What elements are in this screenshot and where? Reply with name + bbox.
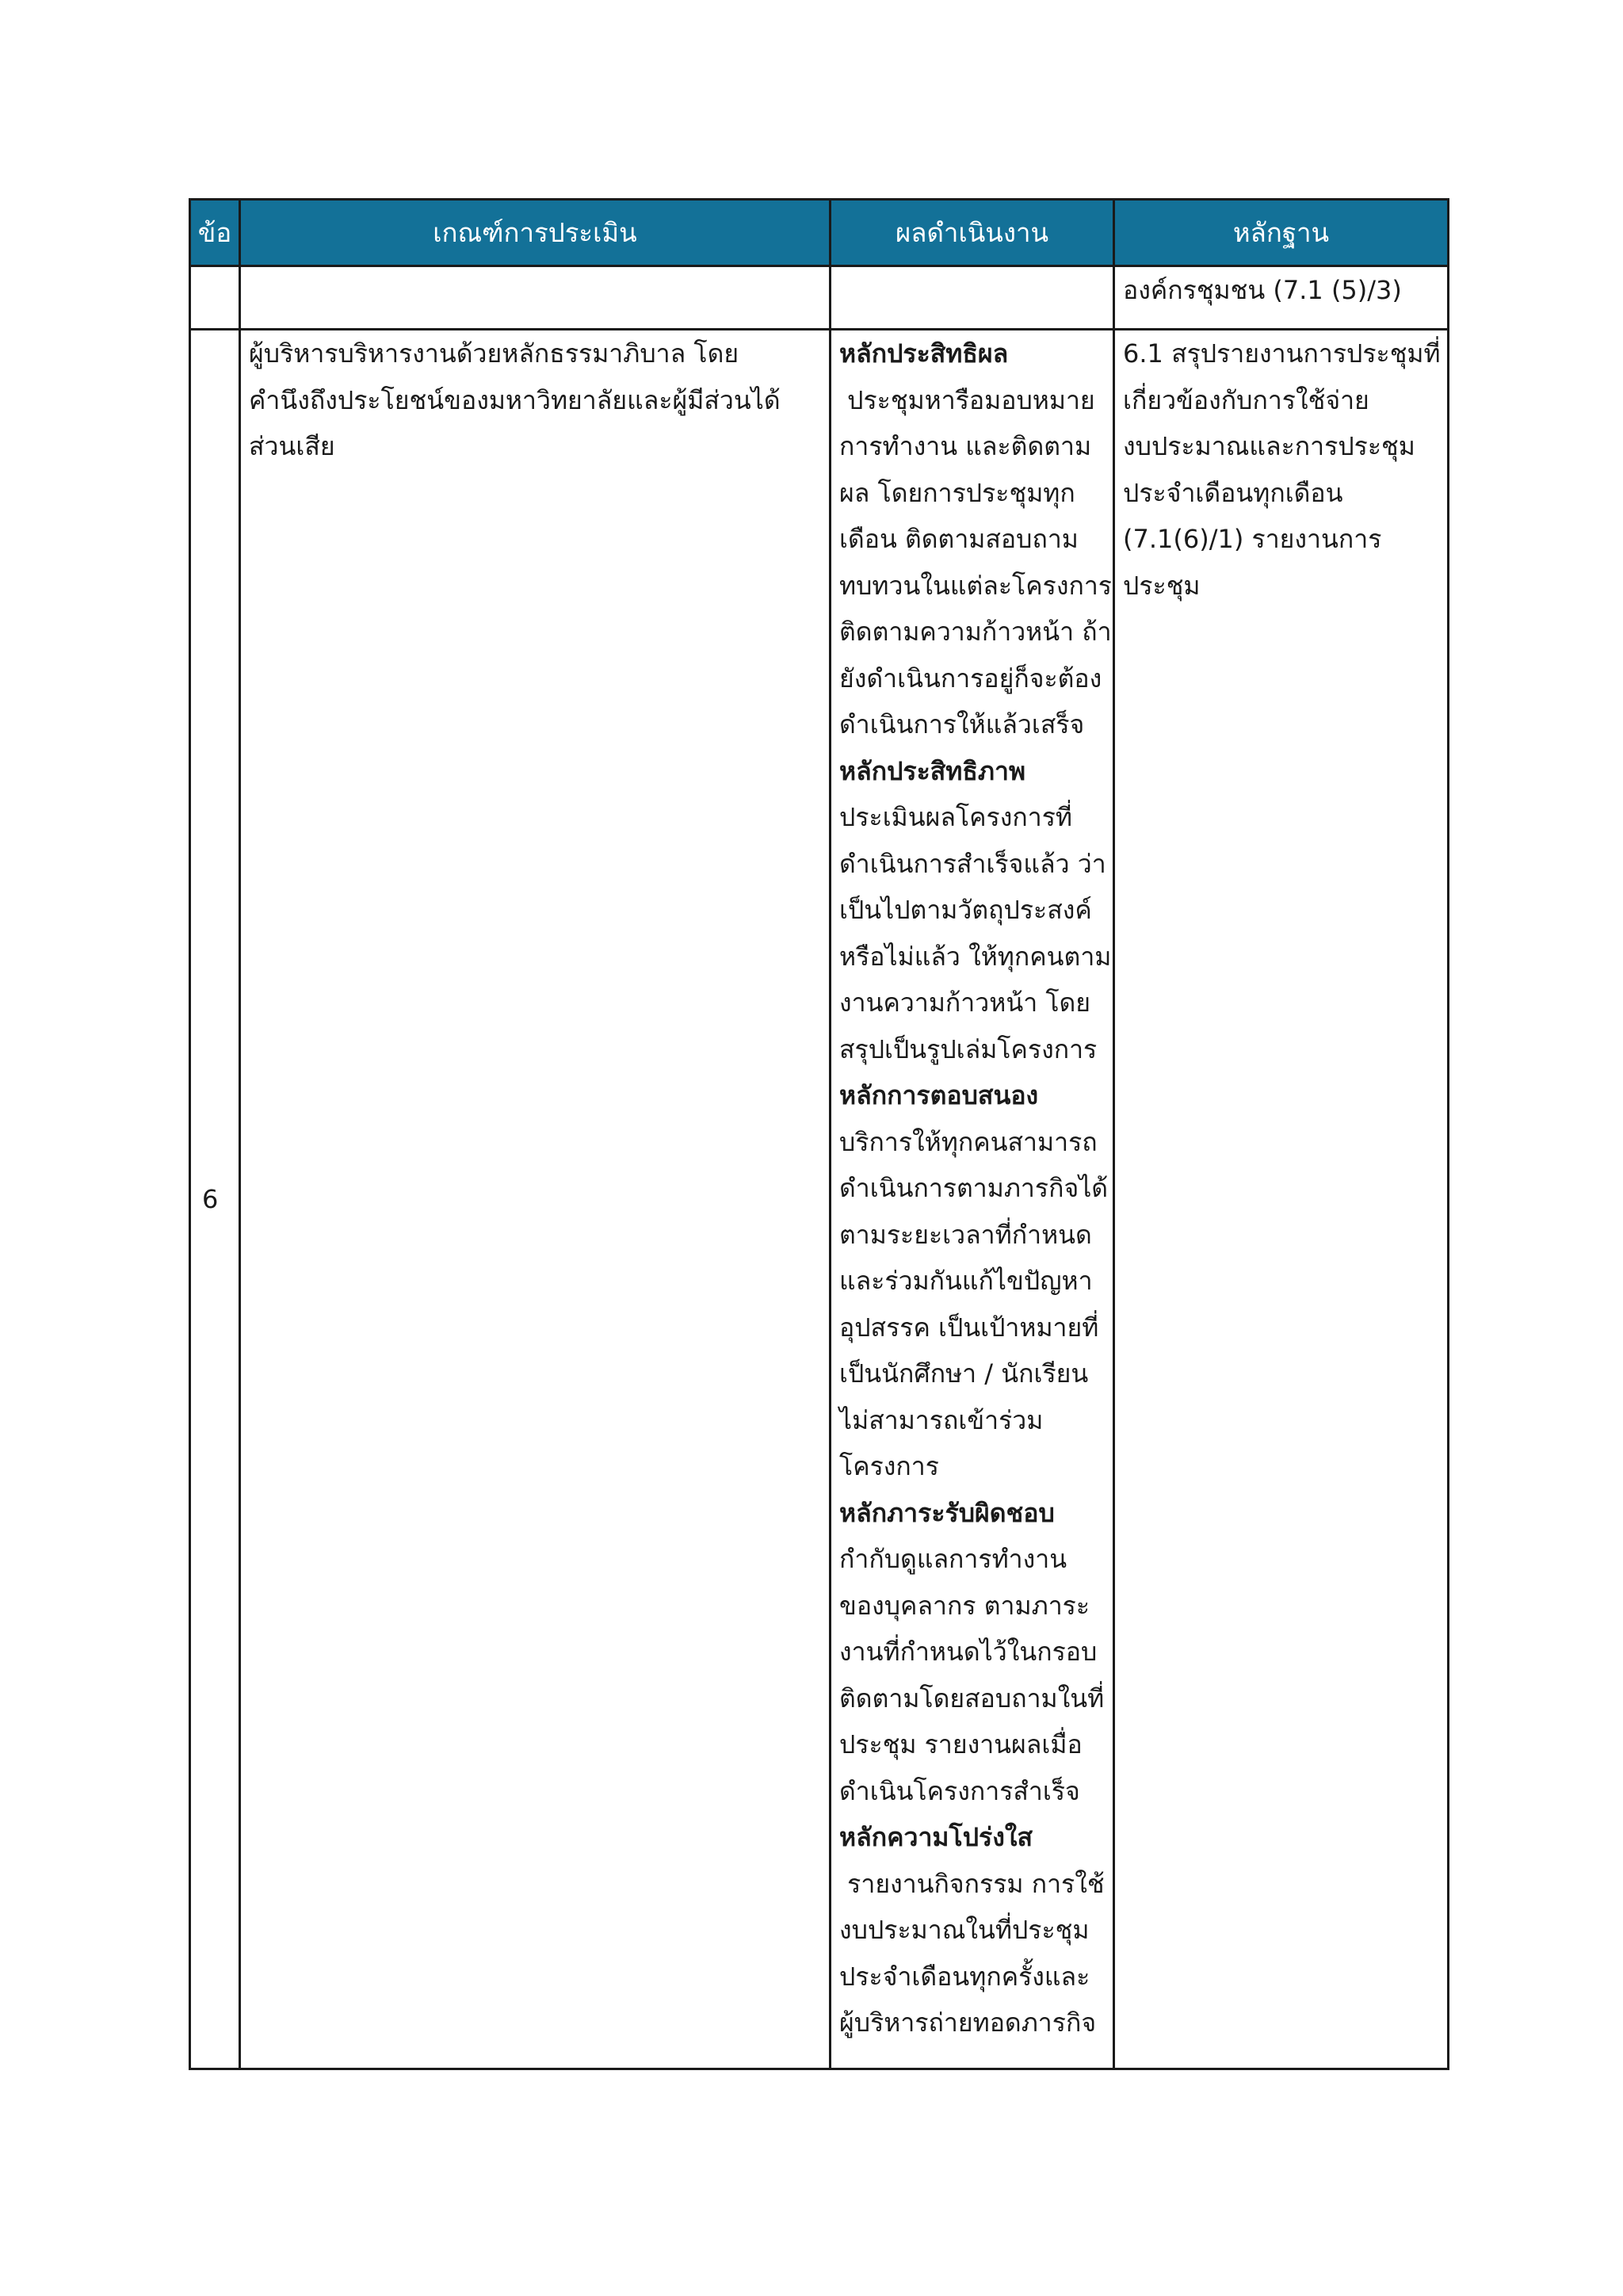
result-line: ทบทวนในแต่ละโครงการ	[839, 570, 1112, 601]
result-line: กำกับดูแลการทำงาน	[839, 1544, 1067, 1574]
evaluation-table	[189, 198, 1449, 2070]
cell-evidence: องค์กรชุมชน (7.1 (5)/3)	[1114, 266, 1449, 330]
result-line: เดือน ติดตามสอบถาม	[839, 524, 1079, 554]
result-line: ของบุคลากร ตามภาระ	[839, 1590, 1090, 1621]
result-line: ดำเนินการสำเร็จแล้ว ว่า	[839, 848, 1106, 879]
criteria-line: คำนึงถึงประโยชน์ของมหาวิทยาลัยและผู้มีส่วนได้	[249, 384, 781, 415]
header-criteria: เกณฑ์การประเมิน	[240, 200, 831, 266]
result-line: สรุปเป็นรูปเล่มโครงการ	[839, 1033, 1098, 1064]
table-row-continuation	[190, 266, 1449, 330]
result-principle-heading: หลักภาระรับผิดชอบ	[839, 1497, 1055, 1528]
evidence-line: ประจำเดือนทุกเดือน	[1123, 477, 1343, 508]
result-line: โครงการ	[839, 1451, 939, 1481]
result-line: ไม่สามารถเข้าร่วม	[839, 1404, 1044, 1435]
result-line: ประชุมหารือมอบหมาย	[839, 384, 1095, 415]
result-line: ประเมินผลโครงการที่	[839, 802, 1072, 832]
result-line: เป็นนักศึกษา / นักเรียน	[839, 1358, 1089, 1389]
criteria-line: ส่วนเสีย	[249, 431, 335, 461]
result-line: ตามระยะเวลาที่กำหนด	[839, 1219, 1092, 1250]
result-principle-heading: หลักประสิทธิผล	[839, 338, 1009, 369]
header-row	[190, 200, 1449, 266]
result-line: หรือไม่แล้ว ให้ทุกคนตาม	[839, 941, 1112, 972]
result-line: ติดตามโดยสอบถามในที่	[839, 1683, 1105, 1713]
header-evidence: หลักฐาน	[1114, 200, 1449, 266]
result-line: ประชุม รายงานผลเมื่อ	[839, 1729, 1083, 1759]
result-line: บริการให้ทุกคนสามารถ	[839, 1126, 1098, 1157]
cell-criteria	[240, 330, 831, 2069]
cell-no: 6	[190, 330, 240, 2069]
result-line: งานความก้าวหน้า โดย	[839, 988, 1091, 1018]
result-line: ดำเนินโครงการสำเร็จ	[839, 1775, 1080, 1806]
result-line: และร่วมกันแก้ไขปัญหา	[839, 1266, 1093, 1296]
result-line: ผล โดยการประชุมทุก	[839, 477, 1075, 508]
result-line: อุปสรรค เป็นเป้าหมายที่	[839, 1312, 1099, 1343]
result-line: รายงานกิจกรรม การใช้	[839, 1868, 1105, 1899]
cell-criteria	[240, 266, 831, 330]
result-line: เป็นไปตามวัตถุประสงค์	[839, 895, 1092, 925]
evidence-line: เกี่ยวข้องกับการใช้จ่าย	[1123, 384, 1369, 415]
result-principle-heading: หลักการตอบสนอง	[839, 1080, 1039, 1110]
cell-no	[190, 266, 240, 330]
result-principle-heading: หลักความโปร่งใส	[839, 1822, 1033, 1852]
result-line: ผู้บริหารถ่ายทอดภารกิจ	[839, 2008, 1097, 2038]
result-line: ประจำเดือนทุกครั้งและ	[839, 1961, 1090, 1992]
result-line: งบประมาณในที่ประชุม	[839, 1915, 1090, 1945]
table-header	[190, 200, 1449, 266]
table-row-6	[190, 330, 1449, 2069]
cell-result	[831, 266, 1114, 330]
table-body	[190, 266, 1449, 2069]
evidence-line: งบประมาณและการประชุม	[1123, 431, 1415, 461]
result-line: งานที่กำหนดไว้ในกรอบ	[839, 1637, 1098, 1667]
result-line: การทำงาน และติดตาม	[839, 431, 1092, 461]
result-line: ยังดำเนินการอยู่ก็จะต้อง	[839, 663, 1102, 693]
evidence-line: 6.1 สรุปรายงานการประชุมที่	[1123, 338, 1441, 369]
header-no: ข้อ	[190, 200, 240, 266]
header-result: ผลดำเนินงาน	[831, 200, 1114, 266]
result-line: ติดตามความก้าวหน้า ถ้า	[839, 617, 1112, 647]
result-line: ดำเนินการให้แล้วเสร็จ	[839, 709, 1085, 739]
result-line: ดำเนินการตามภารกิจได้	[839, 1173, 1109, 1203]
cell-result	[831, 330, 1114, 2069]
evidence-line: ประชุม	[1123, 570, 1201, 601]
evidence-line: (7.1(6)/1) รายงานการ	[1123, 524, 1382, 554]
criteria-line: ผู้บริหารบริหารงานด้วยหลักธรรมาภิบาล โดย	[249, 338, 739, 369]
cell-evidence	[1114, 330, 1449, 2069]
result-principle-heading: หลักประสิทธิภาพ	[839, 755, 1026, 786]
